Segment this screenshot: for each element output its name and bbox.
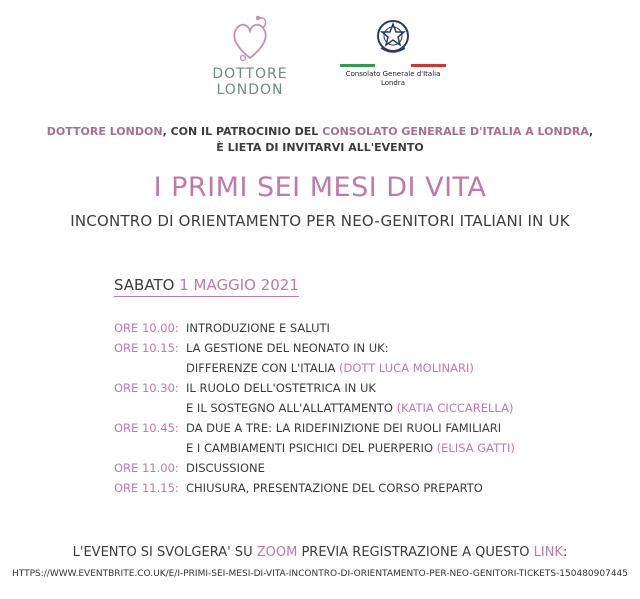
- footer-text: L'EVENTO SI SVOLGERA' SU ZOOM PREVIA REGISTRAZIONE A QUESTO LINK:: [72, 545, 568, 560]
- agenda-desc: DA DUE A TRE: LA RIDEFINIZIONE DEI RUOLI FAMILIARI: [186, 421, 502, 435]
- registration-url[interactable]: HTTPS://WWW.EVENTBRITE.CO.UK/E/I-PRIMI-SEI-MESI-DI-VITA-INCONTRO-DI-ORIENTAMENTO-PER-NEO-GENITORI-TICKETS-150480907445: [11, 569, 629, 579]
- agenda-row: [114, 358, 614, 378]
- intro-patronage: , CON IL PATROCINIO DEL: [162, 125, 323, 138]
- intro-comma: ,: [589, 125, 594, 138]
- consolato-logo: [338, 14, 448, 104]
- intro-invite: È LIETA DI INVITARVI ALL'EVENTO: [216, 141, 424, 154]
- event-day: SABATO: [114, 276, 175, 294]
- dottore-london-brand: DOTTORE LONDON: [212, 66, 288, 98]
- event-date-value: 1 MAGGIO 2021: [179, 276, 299, 294]
- agenda-desc: IL RUOLO DELL'OSTETRICA IN UK: [186, 381, 376, 395]
- agenda-time: ORE 10.30:: [114, 381, 179, 395]
- agenda-row: [114, 378, 614, 398]
- agenda-time: ORE 11.00:: [114, 461, 179, 475]
- agenda-speaker: (DOTT LUCA MOLINARI): [339, 361, 474, 375]
- agenda-desc: E I CAMBIAMENTI PSICHICI DEL PUERPERIO (ELISA GATTI): [186, 441, 515, 455]
- link-label[interactable]: LINK: [533, 545, 563, 560]
- event-subtitle: INCONTRO DI ORIENTAMENTO PER NEO-GENITORI ITALIANI IN UK: [70, 212, 570, 230]
- agenda-speaker: (ELISA GATTI): [436, 441, 515, 455]
- agenda-time: ORE 10.00:: [114, 321, 179, 335]
- agenda-desc: INTRODUZIONE E SALUTI: [186, 321, 330, 335]
- agenda-time: ORE 10.15:: [114, 341, 179, 355]
- agenda-list: [114, 318, 614, 498]
- dottore-london-logo: [190, 14, 310, 98]
- agenda-row: [114, 318, 614, 338]
- agenda-desc: DIFFERENZE CON L'ITALIA (DOTT LUCA MOLINARI): [186, 361, 474, 375]
- agenda-desc: E IL SOSTEGNO ALL'ALLATTAMENTO (KATIA CICCARELLA): [186, 401, 514, 415]
- consolato-name: Consolato Generale d'Italia: [345, 70, 441, 78]
- intro-text: [0, 124, 640, 156]
- agenda-time: ORE 11.15:: [114, 481, 179, 495]
- agenda-desc: LA GESTIONE DEL NEONATO IN UK:: [186, 341, 389, 355]
- agenda-row: [114, 418, 614, 438]
- agenda-desc: DISCUSSIONE: [186, 461, 265, 475]
- agenda-row: [114, 458, 614, 478]
- italian-flag-bar: [340, 64, 446, 67]
- consolato-city: Londra: [380, 79, 406, 87]
- agenda-row: [114, 478, 614, 498]
- agenda-row: [114, 338, 614, 358]
- intro-consolato: CONSOLATO GENERALE D'ITALIA A LONDRA: [322, 125, 590, 138]
- event-title: I PRIMI SEI MESI DI VITA: [153, 172, 487, 203]
- zoom-label: ZOOM: [256, 545, 298, 560]
- stethoscope-heart-icon: [225, 14, 275, 64]
- agenda-row: [114, 398, 614, 418]
- agenda-desc: CHIUSURA, PRESENTAZIONE DEL CORSO PREPARTO: [186, 481, 483, 495]
- intro-organizer: DOTTORE LONDON: [46, 125, 163, 138]
- agenda-speaker: (KATIA CICCARELLA): [396, 401, 514, 415]
- event-date: [114, 276, 299, 297]
- agenda-time: ORE 10.45:: [114, 421, 179, 435]
- agenda-row: [114, 438, 614, 458]
- italian-emblem-icon: [373, 14, 413, 58]
